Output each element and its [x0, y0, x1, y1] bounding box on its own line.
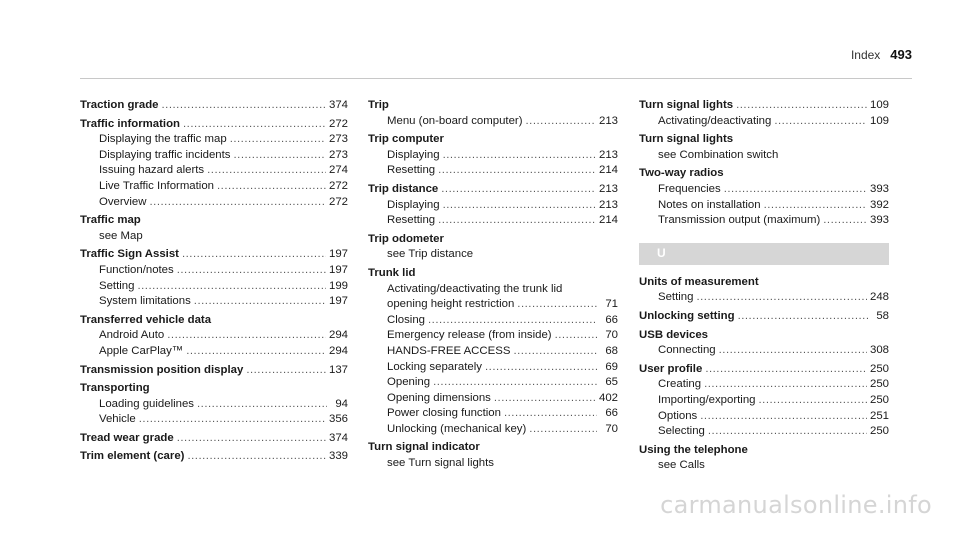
subentry-term: Overview [99, 195, 147, 208]
index-entry [80, 449, 348, 465]
index-entry [80, 431, 348, 447]
dot-leader [233, 148, 326, 164]
subentry-term: Notes on installation [658, 198, 761, 211]
subentry-page: 197 [328, 295, 348, 308]
dot-leader [177, 431, 326, 447]
subentry-term: Android Auto [99, 329, 165, 342]
subentry-term: Menu (on-board computer) [387, 114, 523, 127]
dot-leader [719, 343, 867, 359]
dot-leader [823, 213, 867, 229]
subentry-term: System limitations [99, 295, 191, 308]
index-entry-main [639, 362, 889, 378]
index-subentry [80, 279, 348, 295]
subentry-term: Activating/deactivating the trunk lid [387, 282, 563, 295]
entry-page: 374 [328, 431, 348, 444]
index-subentry [80, 163, 348, 179]
subentry-term: HANDS-FREE ACCESS [387, 344, 511, 357]
subentry-term: Creating [658, 378, 702, 391]
header-rule [80, 78, 912, 79]
entry-term: Trip odometer [368, 232, 444, 245]
dot-leader [494, 391, 596, 407]
subentry-term: Emergency release (from inside) [387, 329, 552, 342]
index-subentry [80, 179, 348, 195]
dot-leader [183, 117, 326, 133]
subentry-page: 213 [598, 148, 618, 161]
subentry-page: 71 [605, 298, 618, 311]
dot-leader [443, 148, 596, 164]
index-entry [639, 132, 889, 163]
index-entry [368, 182, 618, 229]
index-subentry [368, 391, 618, 407]
dot-leader [443, 198, 596, 214]
dot-leader [759, 393, 867, 409]
index-entry [80, 247, 348, 309]
index-entry-main [80, 431, 348, 447]
entry-term: Trip computer [368, 133, 444, 146]
entry-term: Traction grade [80, 99, 159, 111]
entry-term: Trim element (care) [80, 450, 185, 463]
dot-leader [207, 163, 326, 179]
subentry-term: Frequencies [658, 182, 721, 195]
subentry-term: Setting [658, 291, 694, 304]
dot-leader [186, 344, 326, 360]
index-subentry [639, 182, 889, 198]
index-subentry [368, 148, 618, 164]
index-subentry [368, 422, 618, 438]
entry-term: Units of measurement [639, 275, 759, 288]
entry-term: Traffic information [80, 117, 180, 130]
dot-leader [167, 328, 326, 344]
subentry-page: 66 [605, 407, 618, 420]
index-subentry [368, 198, 618, 214]
index-subentry [80, 328, 348, 344]
subentry-term: see Map [99, 229, 143, 242]
index-subentry [368, 114, 618, 130]
dot-leader [438, 163, 596, 179]
dot-leader [708, 424, 867, 440]
index-subentry [639, 393, 889, 409]
dot-leader [246, 363, 326, 379]
index-entry [80, 98, 348, 114]
dot-leader [438, 213, 596, 229]
index-subentry [80, 412, 348, 428]
index-entry-main [80, 449, 348, 465]
subentry-term: Activating/deactivating [658, 114, 772, 127]
index-subentry [80, 148, 348, 164]
dot-leader [149, 195, 326, 211]
dot-leader [182, 247, 326, 263]
subentry-term: Resetting [387, 214, 436, 227]
index-label: Index [850, 48, 881, 62]
index-entry [80, 363, 348, 379]
section-header-u [639, 243, 889, 265]
index-subentry [639, 198, 889, 214]
entry-term: Traffic Sign Assist [80, 248, 179, 261]
index-entry [80, 213, 348, 244]
index-subentry [80, 195, 348, 211]
index-subentry [80, 132, 348, 148]
index-entry [80, 381, 348, 428]
entry-term: Turn signal indicator [368, 441, 480, 454]
dot-leader [162, 98, 326, 114]
entry-page: 197 [328, 248, 348, 261]
subentry-term: Function/notes [99, 263, 174, 276]
entry-term: Turn signal lights [639, 133, 734, 146]
subentry-term: opening height restriction [387, 298, 515, 311]
subentry-page: 273 [328, 148, 348, 161]
index-subentry [80, 344, 348, 360]
index-subentry [639, 343, 889, 359]
subentry-term: see Combination switch [658, 148, 779, 161]
index-entry-main [80, 247, 348, 263]
index-entry [639, 328, 889, 359]
subentry-page: 272 [328, 179, 348, 192]
dot-leader [774, 114, 867, 130]
subentry-term: Displaying traffic incidents [99, 148, 231, 161]
subentry-term: Transmission output (maximum) [658, 214, 821, 227]
subentry-page: 109 [869, 114, 889, 127]
index-subentry [80, 397, 348, 413]
entry-term: USB devices [639, 328, 709, 341]
subentry-term: see Trip distance [387, 248, 474, 261]
index-entry [639, 362, 889, 440]
subentry-page: 69 [605, 360, 618, 373]
entry-term: Transferred vehicle data [80, 313, 212, 326]
dot-leader [139, 412, 326, 428]
subentry-page: 294 [328, 329, 348, 342]
index-subentry [368, 313, 618, 329]
subentry-term: Importing/exporting [658, 393, 756, 406]
index-entry-main [639, 98, 889, 114]
index-subentry [368, 344, 618, 360]
column-3-entries-before [639, 98, 889, 229]
subentry-term: see Calls [658, 459, 705, 472]
entry-page: 272 [328, 117, 348, 130]
index-entry [80, 313, 348, 360]
subentry-page: 272 [328, 195, 348, 208]
subentry-term: Displaying [387, 148, 440, 161]
index-subentry [368, 375, 618, 391]
entry-term: Using the telephone [639, 443, 748, 456]
index-entry [368, 440, 618, 471]
subentry-term: Resetting [387, 164, 436, 177]
dot-leader [197, 397, 327, 413]
index-entry-main [639, 309, 889, 325]
page-header [851, 47, 912, 62]
subentry-page: 274 [328, 164, 348, 177]
index-entry [368, 266, 618, 438]
entry-term: Transporting [80, 382, 150, 395]
subentry-page: 199 [328, 279, 348, 292]
subentry-page: 393 [869, 182, 889, 195]
dot-leader [187, 449, 326, 465]
index-subentry [639, 290, 889, 306]
index-subentry [368, 163, 618, 179]
dot-leader [555, 328, 597, 344]
index-subentry [80, 294, 348, 310]
index-entry-main [80, 117, 348, 133]
dot-leader [230, 132, 326, 148]
entry-page: 109 [869, 99, 889, 111]
subentry-term: Selecting [658, 425, 705, 438]
entry-term: Trip distance [368, 182, 439, 195]
index-entry [368, 98, 618, 129]
subentry-term: Opening dimensions [387, 391, 491, 404]
index-entry [639, 166, 889, 228]
dot-leader [217, 179, 326, 195]
subentry-page: 308 [869, 344, 889, 357]
entry-page: 213 [598, 182, 618, 195]
entry-term: Tread wear grade [80, 431, 174, 444]
subentry-page: 251 [869, 409, 889, 422]
index-entry [368, 132, 618, 179]
dot-leader [724, 182, 867, 198]
index-column-1 [80, 98, 348, 468]
subentry-page: 197 [328, 263, 348, 276]
entry-term: User profile [639, 362, 703, 375]
index-subentry [639, 409, 889, 425]
index-entry [639, 443, 889, 474]
index-entry [639, 98, 889, 129]
subentry-page: 66 [605, 313, 618, 326]
subentry-page: 402 [598, 391, 618, 404]
dot-leader [137, 279, 326, 295]
subentry-page: 65 [605, 376, 618, 389]
column-3-entries-after [639, 275, 889, 474]
index-subentry [368, 213, 618, 229]
dot-leader [513, 344, 597, 360]
subentry-page: 392 [869, 198, 889, 211]
index-entry [639, 309, 889, 325]
dot-leader [704, 377, 867, 393]
subentry-term: Vehicle [99, 413, 136, 426]
dot-leader [736, 98, 867, 114]
subentry-term: Locking separately [387, 360, 482, 373]
index-entry [368, 232, 618, 263]
dot-leader [764, 198, 867, 214]
subentry-page: 273 [328, 133, 348, 146]
entry-term: Turn signal lights [639, 99, 734, 111]
entry-term: Traffic map [80, 214, 141, 227]
index-entry [639, 275, 889, 306]
subentry-page: 250 [869, 425, 889, 438]
index-subentry [639, 114, 889, 130]
subentry-term: Live Traffic Information [99, 179, 215, 192]
entry-page: 339 [328, 450, 348, 463]
subentry-page: 393 [869, 214, 889, 227]
index-subentry [368, 360, 618, 376]
dot-leader [700, 409, 867, 425]
entry-term: Trip [368, 99, 389, 111]
subentry-term: Apple CarPlay™ [99, 344, 184, 357]
subentry-page: 70 [605, 422, 618, 435]
dot-leader [504, 406, 597, 422]
index-entry-main [368, 182, 618, 198]
dot-leader [696, 290, 867, 306]
index-entry-main [80, 363, 348, 379]
subentry-term: see Turn signal lights [387, 457, 495, 470]
entry-page: 250 [869, 362, 889, 375]
index-column-2 [368, 98, 618, 475]
subentry-page: 250 [869, 378, 889, 391]
index-subentry [368, 297, 618, 313]
dot-leader [738, 309, 868, 325]
dot-leader [441, 182, 596, 198]
dot-leader [428, 313, 597, 329]
subentry-page: 214 [598, 164, 618, 177]
index-subentry [368, 406, 618, 422]
subentry-page: 294 [328, 344, 348, 357]
subentry-term: Issuing hazard alerts [99, 164, 205, 177]
subentry-term: Unlocking (mechanical key) [387, 422, 527, 435]
subentry-page: 356 [328, 413, 348, 426]
dot-leader [177, 263, 326, 279]
subentry-term: Setting [99, 279, 135, 292]
index-subentry [639, 424, 889, 440]
index-column-3 [639, 98, 889, 477]
subentry-page: 250 [869, 393, 889, 406]
index-subentry [639, 377, 889, 393]
subentry-term: Connecting [658, 344, 716, 357]
index-entry-main [80, 98, 348, 114]
subentry-page: 248 [869, 291, 889, 304]
subentry-term: Power closing function [387, 407, 501, 420]
dot-leader [485, 360, 597, 376]
entry-page: 374 [328, 99, 348, 111]
dot-leader [517, 297, 597, 313]
entry-term: Transmission position display [80, 363, 244, 376]
dot-leader [526, 114, 596, 130]
entry-term: Unlocking setting [639, 309, 735, 322]
subentry-term: Displaying the traffic map [99, 133, 227, 146]
section-letter: U [657, 245, 666, 260]
subentry-term: Opening [387, 376, 431, 389]
watermark: carmanualsonline.info [660, 491, 932, 519]
subentry-term: Loading guidelines [99, 397, 195, 410]
subentry-page: 213 [598, 198, 618, 211]
dot-leader [529, 422, 597, 438]
dot-leader [194, 294, 326, 310]
subentry-page: 213 [598, 114, 618, 127]
subentry-page: 214 [598, 214, 618, 227]
subentry-page: 68 [605, 344, 618, 357]
entry-page: 137 [328, 363, 348, 376]
index-subentry [368, 328, 618, 344]
subentry-page: 70 [605, 329, 618, 342]
index-subentry [80, 263, 348, 279]
entry-term: Trunk lid [368, 266, 416, 279]
subentry-term: Displaying [387, 198, 440, 211]
subentry-term: Closing [387, 313, 425, 326]
dot-leader [705, 362, 867, 378]
entry-page: 58 [876, 309, 889, 322]
index-subentry [639, 213, 889, 229]
page-number: 493 [890, 47, 912, 62]
index-entry [80, 117, 348, 211]
dot-leader [433, 375, 597, 391]
entry-term: Two-way radios [639, 167, 724, 180]
subentry-term: Options [658, 409, 698, 422]
subentry-page: 94 [335, 397, 348, 410]
